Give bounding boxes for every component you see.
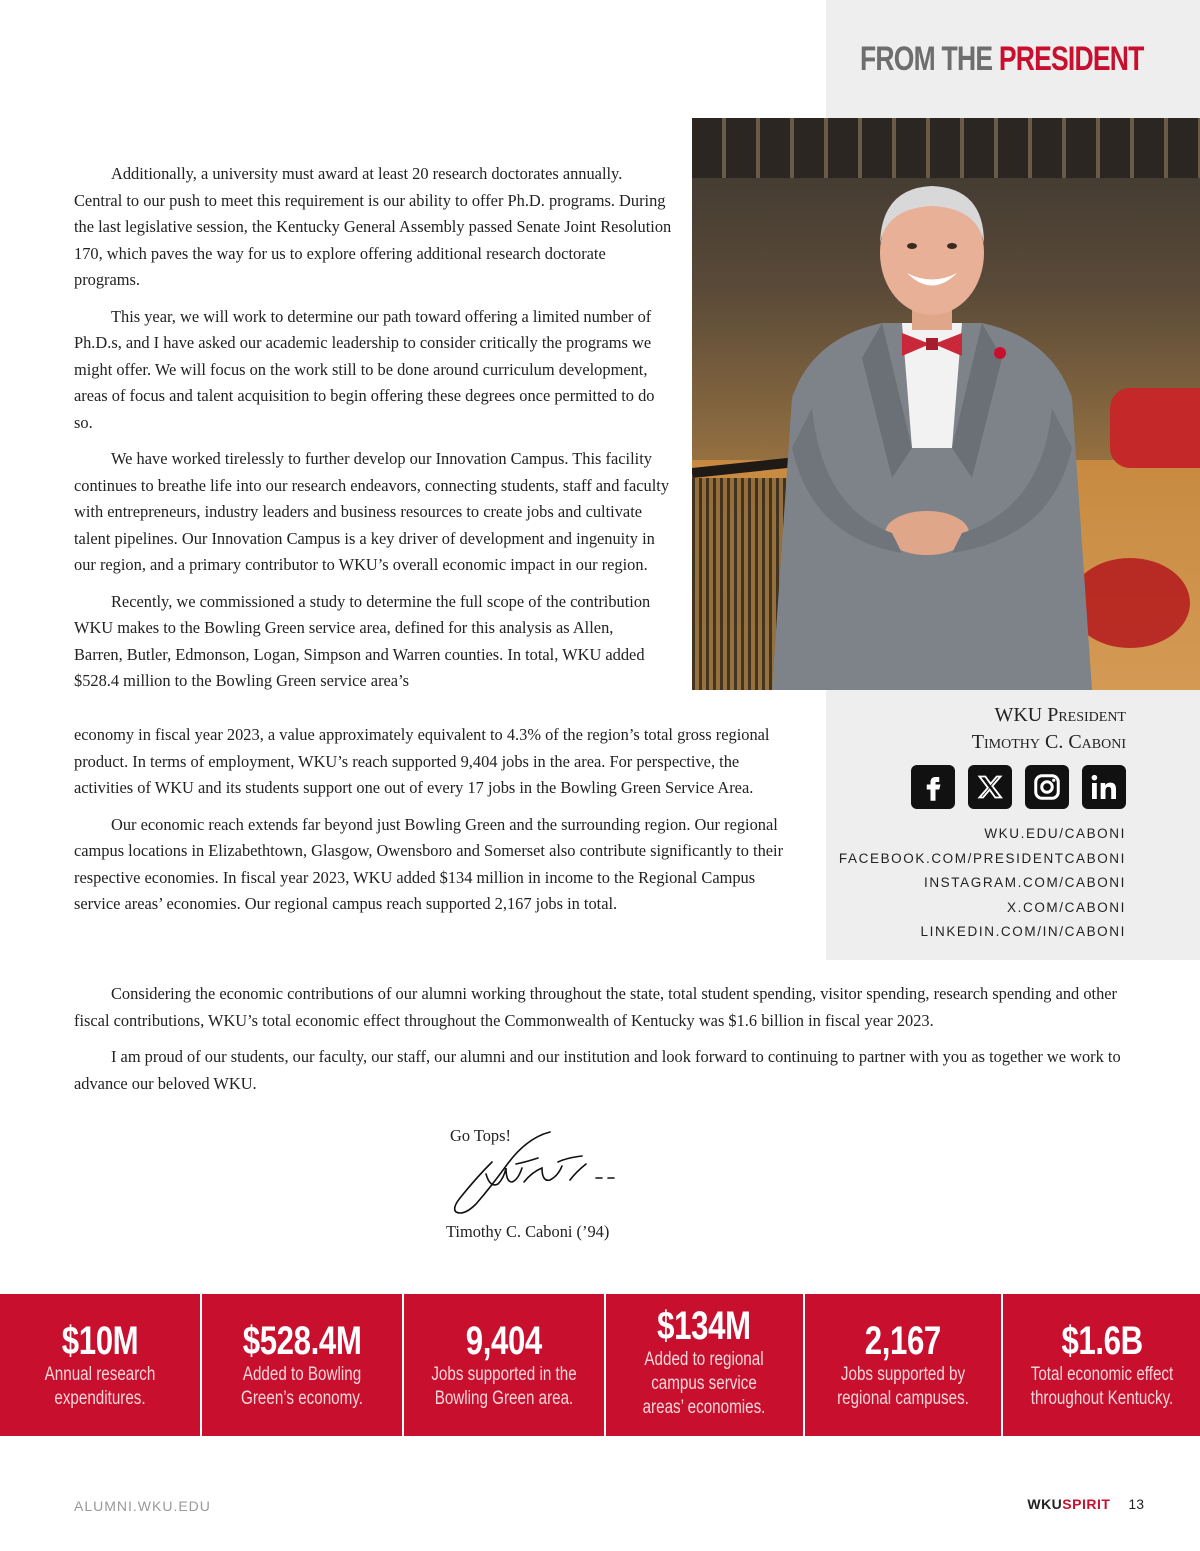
body-paragraph: I am proud of our students, our faculty, our staff, our alumni and our institution and look forward to continuing to partner with you as together we work to advance our beloved WKU. [74,1047,1121,1093]
link-x[interactable]: X.COM/CABONI [1007,899,1126,915]
photo-red-chair [1110,388,1200,468]
president-photo [692,118,1200,690]
stat-value: $1.6B [1061,1319,1143,1363]
stat-label: Added to Bowling Green’s economy. [241,1364,363,1409]
president-figure [752,148,1112,690]
body-paragraph: We have worked tirelessly to further develop our Innovation Campus. This facility continues to breathe life into our research endeavors, connecting students, staff and faculty with entrepreneurs, industry leaders and business resources to create jobs and cultivate talent pipelines. Our Innovation Campus is a key driver of development and ingenuity in our region, and a primary contributor to WKU’s overall economic impact in our region. [74,449,670,574]
social-links [911,765,1126,809]
link-wku[interactable]: WKU.EDU/CABONI [984,826,1126,841]
section-title-part2: PRESIDENT [999,40,1144,78]
section-title-part1: FROM THE [860,40,1000,78]
footer-site-link[interactable]: ALUMNI.WKU.EDU [74,1498,211,1514]
signature-image [446,1128,636,1220]
signoff-greeting: Go Tops! [450,1126,511,1145]
footer-brand [1027,1496,1144,1512]
stat-value: 2,167 [864,1319,942,1363]
body-paragraph: Recently, we commissioned a study to determine the full scope of the contribution WKU makes to the Bowling Green service area, defined for this analysis as Allen, Barren, Butler, Edmonson, Logan, Simpson and Warren counties. In total, WKU added $528.4 million to the Bowling Green service area’s [74,591,651,690]
stat-label: Annual research expenditures. [44,1364,156,1409]
stat-label: Jobs supported by regional campuses. [837,1364,969,1409]
signoff-name: Timothy C. Caboni (’94) [446,1222,610,1241]
body-column-medium [74,722,802,928]
stat-item [805,1294,1004,1436]
link-facebook[interactable]: FACEBOOK.COM/PRESIDENTCABONI [838,850,1126,866]
x-icon[interactable] [968,765,1012,809]
link-instagram[interactable]: INSTAGRAM.COM/CABONI [923,875,1126,890]
stat-item [606,1294,805,1436]
facebook-icon[interactable] [911,765,955,809]
page-number: 13 [1128,1496,1144,1512]
body-column-narrow [74,161,674,695]
body-paragraph: economy in fiscal year 2023, a value approximately equivalent to 4.3% of the region’s total gross regional product. In terms of employment, WKU’s reach supported 9,404 jobs in the area. For perspective, the activities of WKU and its students support one out of every 17 jobs in the Bowling Green Service Area. [74,725,770,797]
instagram-icon[interactable] [1025,765,1069,809]
stat-item [0,1294,202,1436]
link-linkedin[interactable]: LINKEDIN.COM/IN/CABONI [920,924,1126,939]
stat-label: Total economic effect throughout Kentucky. [1030,1364,1173,1409]
president-title [972,702,1126,756]
stats-band [0,1294,1200,1436]
body-paragraph: Considering the economic contributions of our alumni working throughout the state, total student spending, visitor spending, research spending and other fiscal contributions, WKU’s total economic effect throughout the Commonwealth of Kentucky was $1.6 billion in fiscal year 2023. [74,984,1118,1030]
stat-item [404,1294,606,1436]
president-links [839,822,1126,945]
stat-value: $10M [61,1319,139,1363]
magazine-logo: WKUSPIRIT [1027,1496,1111,1512]
body-column-wide [74,981,1126,1107]
stat-item [1003,1294,1200,1436]
section-title [860,40,1144,79]
president-title-line2: Timothy C. Caboni [971,731,1126,753]
president-title-line1: WKU President [994,704,1126,726]
body-paragraph: Additionally, a university must award at least 20 research doctorates annually. Central to our push to meet this requirement is our ability to offer Ph.D. programs. During the last legislative session, the Kentucky General Assembly passed Senate Joint Resolution 170, which paves the way for us to explore offering additional research doctorate programs. [74,164,672,289]
body-paragraph: Our economic reach extends far beyond just Bowling Green and the surrounding region. Our regional campus locations in Elizabethtown, Glasgow, Owensboro and Somerset also contribute significantly to their respective economies. In fiscal year 2023, WKU added $134 million in income to the Regional Campus service areas’ economies. Our regional campus reach supported 2,167 jobs in total. [74,814,784,913]
stat-label: Added to regional campus service areas’ economies. [642,1349,766,1418]
linkedin-icon[interactable] [1082,765,1126,809]
stat-value: $528.4M [242,1319,362,1363]
stat-item [202,1294,404,1436]
stat-label: Jobs supported in the Bowling Green area. [431,1364,577,1409]
stat-value: 9,404 [465,1319,543,1363]
stat-value: $134M [657,1304,752,1348]
body-paragraph: This year, we will work to determine our path toward offering a limited number of Ph.D.s, and I have asked our academic leadership to consider critically the programs we might offer. We will focus on the work still to be done around curriculum development, areas of focus and talent acquisition to begin offering these degrees once permitted to do so. [74,306,655,432]
